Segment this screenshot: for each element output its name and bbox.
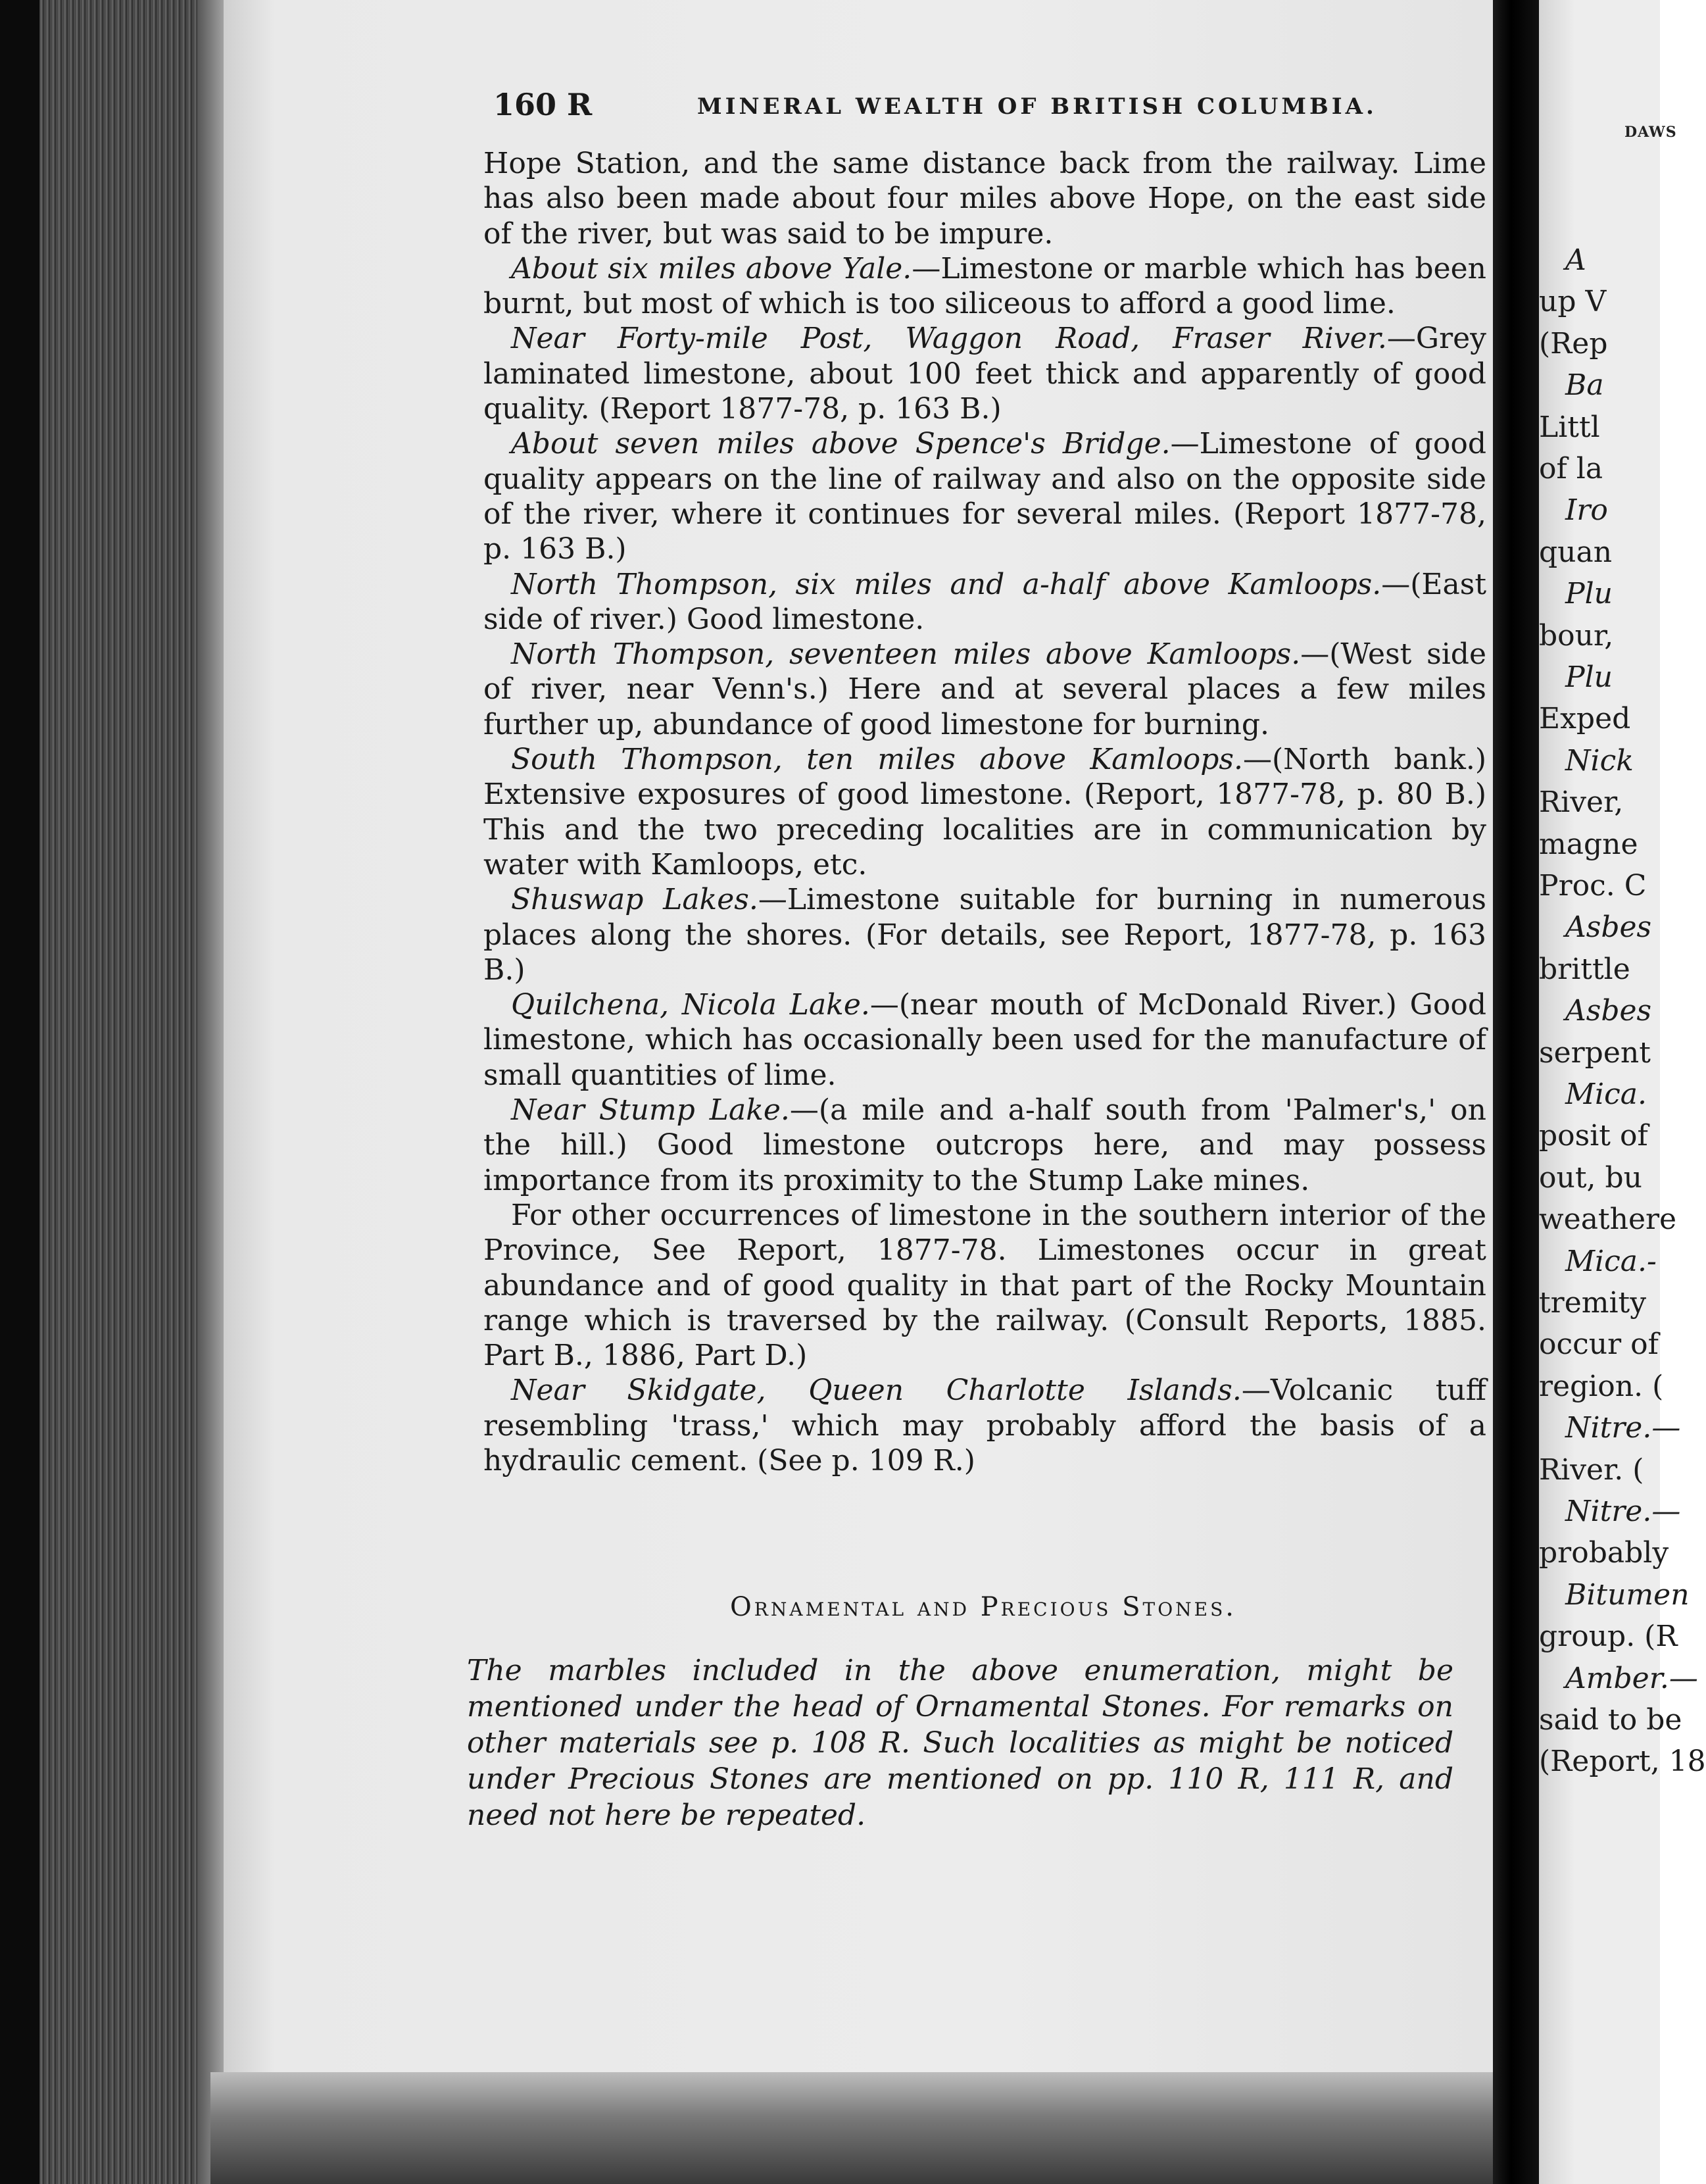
paragraph-text: —Limestone suitable for burning in numerous places along the shores. (For details, see Report, 1877-78, p. 163 B.) xyxy=(483,883,1486,987)
adjacent-page-fragment: Bitumen xyxy=(1565,1577,1690,1612)
adjacent-page-fragment: Asbes xyxy=(1565,994,1652,1028)
paragraph xyxy=(483,1093,1486,1198)
locality-lead: Near Stump Lake. xyxy=(511,1093,790,1128)
adjacent-page-fragment: Mica.- xyxy=(1565,1244,1657,1278)
closing-paragraph: The marbles included in the above enumeration, might be mentioned under the head of Ornamental Stones. For remarks on other materials see p. 108 R. Such localities as might be noticed under Precious Stones are mentioned on pp. 110 R, 111 R, and need not here be repeated. xyxy=(467,1654,1453,1832)
adjacent-page-fragment: Mica. xyxy=(1565,1078,1647,1111)
adjacent-page-fragment: group. (R xyxy=(1539,1620,1678,1654)
page-number: 160 R xyxy=(493,87,593,122)
adjacent-page-fragment: brittle xyxy=(1539,952,1630,986)
adjacent-page-fragment: up V xyxy=(1539,285,1607,319)
paragraph xyxy=(483,321,1486,426)
paragraph-text: —(a mile and a-half south from 'Palmer's,' on the hill.) Good limestone outcrops here, and may possess importance from its proximity to the Stump Lake mines. xyxy=(483,1093,1487,1197)
paragraph-text: —Grey laminated limestone, about 100 feet thick and apparently of good quality. (Report 1877-78, p. 163 B.) xyxy=(483,322,1486,426)
adjacent-page-fragment: region. ( xyxy=(1539,1369,1664,1403)
running-head xyxy=(493,80,1480,133)
book-gutter xyxy=(1493,0,1539,2184)
adjacent-page-fragment: Littl xyxy=(1539,410,1600,444)
paragraph-text: —Limestone or marble which has been burnt, but most of which is too siliceous to afford a good lime. xyxy=(483,251,1487,321)
adjacent-page-fragment: magne xyxy=(1539,827,1638,861)
adjacent-page-fragment: weathere xyxy=(1539,1203,1677,1237)
locality-lead: About seven miles above Spence's Bridge. xyxy=(511,427,1171,461)
adjacent-page-fragment: occur of xyxy=(1539,1328,1659,1362)
paragraph xyxy=(483,742,1486,882)
locality-lead: North Thompson, seventeen miles above Kamloops. xyxy=(511,637,1301,672)
locality-lead: Near Skidgate, Queen Charlotte Islands. xyxy=(511,1374,1242,1408)
paragraph xyxy=(483,426,1486,566)
adjacent-page-fragment: probably xyxy=(1539,1536,1669,1570)
adjacent-page-fragment: Amber.— xyxy=(1565,1661,1698,1695)
adjacent-page-fragment: Asbes xyxy=(1565,910,1652,945)
locality-lead: Quilchena, Nicola Lake. xyxy=(511,988,870,1022)
adjacent-page-fragment: Ba xyxy=(1565,368,1604,403)
paragraph xyxy=(483,567,1486,637)
paragraph xyxy=(483,146,1486,251)
paragraph-text: Hope Station, and the same distance back from the railway. Lime has also been made about four miles above Hope, on the east side of the river, but was said to be impure. xyxy=(483,147,1486,251)
locality-lead: Shuswap Lakes. xyxy=(511,883,758,917)
locality-lead: South Thompson, ten miles above Kamloops. xyxy=(511,743,1243,777)
adjacent-page-fragment: quan xyxy=(1539,535,1613,569)
adjacent-page-fragment: tremity xyxy=(1539,1286,1647,1320)
section-heading: Ornamental and Precious Stones. xyxy=(729,1592,1236,1622)
paragraph-text: For other occurrences of limestone in the southern interior of the Province, See Report, 1877-78. Limestones occur in great abundance and of good quality in that part of the Rocky Mountain range which is traversed by the railway. (Consult Reports, 1885. Part B., 1886, Part D.) xyxy=(483,1198,1486,1373)
adjacent-page xyxy=(1539,0,1706,2184)
adjacent-page-fragment: out, bu xyxy=(1539,1160,1642,1195)
locality-lead: North Thompson, six miles and a-half above Kamloops. xyxy=(511,567,1382,601)
adjacent-page-fragment: said to be xyxy=(1539,1703,1682,1737)
paragraph-text: —(East side of river.) Good limestone. xyxy=(483,567,1486,636)
paragraph-text: —Volcanic tuff resembling 'trass,' which may probably afford the basis of a hydraulic cement. (See p. 109 R.) xyxy=(483,1374,1486,1477)
adjacent-page-fragment: (Rep xyxy=(1539,326,1608,360)
paragraph xyxy=(483,251,1486,322)
body-text xyxy=(483,146,1486,1478)
adjacent-page-fragment: Exped xyxy=(1539,702,1631,736)
adjacent-page-fragment: bour, xyxy=(1539,618,1614,653)
adjacent-page-fragment: of la xyxy=(1539,452,1603,485)
paragraph-text: —(West side of river, near Venn's.) Here and at several places a few miles further up, abundance of good limestone for burning. xyxy=(483,637,1486,741)
adjacent-page-fragment: River, xyxy=(1539,785,1624,820)
paragraph xyxy=(483,987,1486,1093)
book-page-edges xyxy=(39,0,210,2184)
adjacent-page-fragment: Plu xyxy=(1565,577,1613,611)
adjacent-page-header: DAWS xyxy=(1624,124,1677,141)
adjacent-page-fragment: Nitre.— xyxy=(1565,1495,1681,1528)
paragraph xyxy=(483,1373,1486,1478)
page-bottom-edge xyxy=(210,2072,1493,2184)
locality-lead: About six miles above Yale. xyxy=(511,251,912,285)
adjacent-page-fragment: Plu xyxy=(1565,660,1613,694)
locality-lead: Near Forty-mile Post, Waggon Road, Fraser River. xyxy=(511,322,1387,356)
adjacent-page-fragment: Iro xyxy=(1565,493,1608,528)
paragraph xyxy=(483,882,1486,987)
paragraph-text: —Limestone of good quality appears on the line of railway and also on the opposite side of the river, where it continues for several miles. (Report 1877-78, p. 163 B.) xyxy=(483,427,1486,566)
scan-border-left xyxy=(0,0,39,2184)
paragraph-text: —(near mouth of McDonald River.) Good limestone, which has occasionally been used for the manufacture of small quantities of lime. xyxy=(483,988,1486,1092)
paragraph xyxy=(483,637,1486,742)
adjacent-page-fragment: posit of xyxy=(1539,1119,1648,1153)
adjacent-page-fragment: (Report, 18 xyxy=(1539,1745,1706,1779)
adjacent-page-fragment: Nitre.— xyxy=(1565,1411,1681,1445)
running-title: MINERAL WEALTH OF BRITISH COLUMBIA. xyxy=(697,93,1377,120)
paragraph-text: —(North bank.) Extensive exposures of good limestone. (Report, 1877-78, p. 80 B.) This and the two preceding localities are in communication by water with Kamloops, etc. xyxy=(483,743,1487,881)
adjacent-page-fragment: A xyxy=(1565,243,1586,277)
paragraph xyxy=(483,1198,1486,1373)
adjacent-page-fragment: Proc. C xyxy=(1539,869,1647,903)
adjacent-page-fragment: Nick xyxy=(1565,743,1634,778)
adjacent-page-fragment: serpent xyxy=(1539,1035,1651,1070)
adjacent-page-fragment: River. ( xyxy=(1539,1452,1644,1487)
